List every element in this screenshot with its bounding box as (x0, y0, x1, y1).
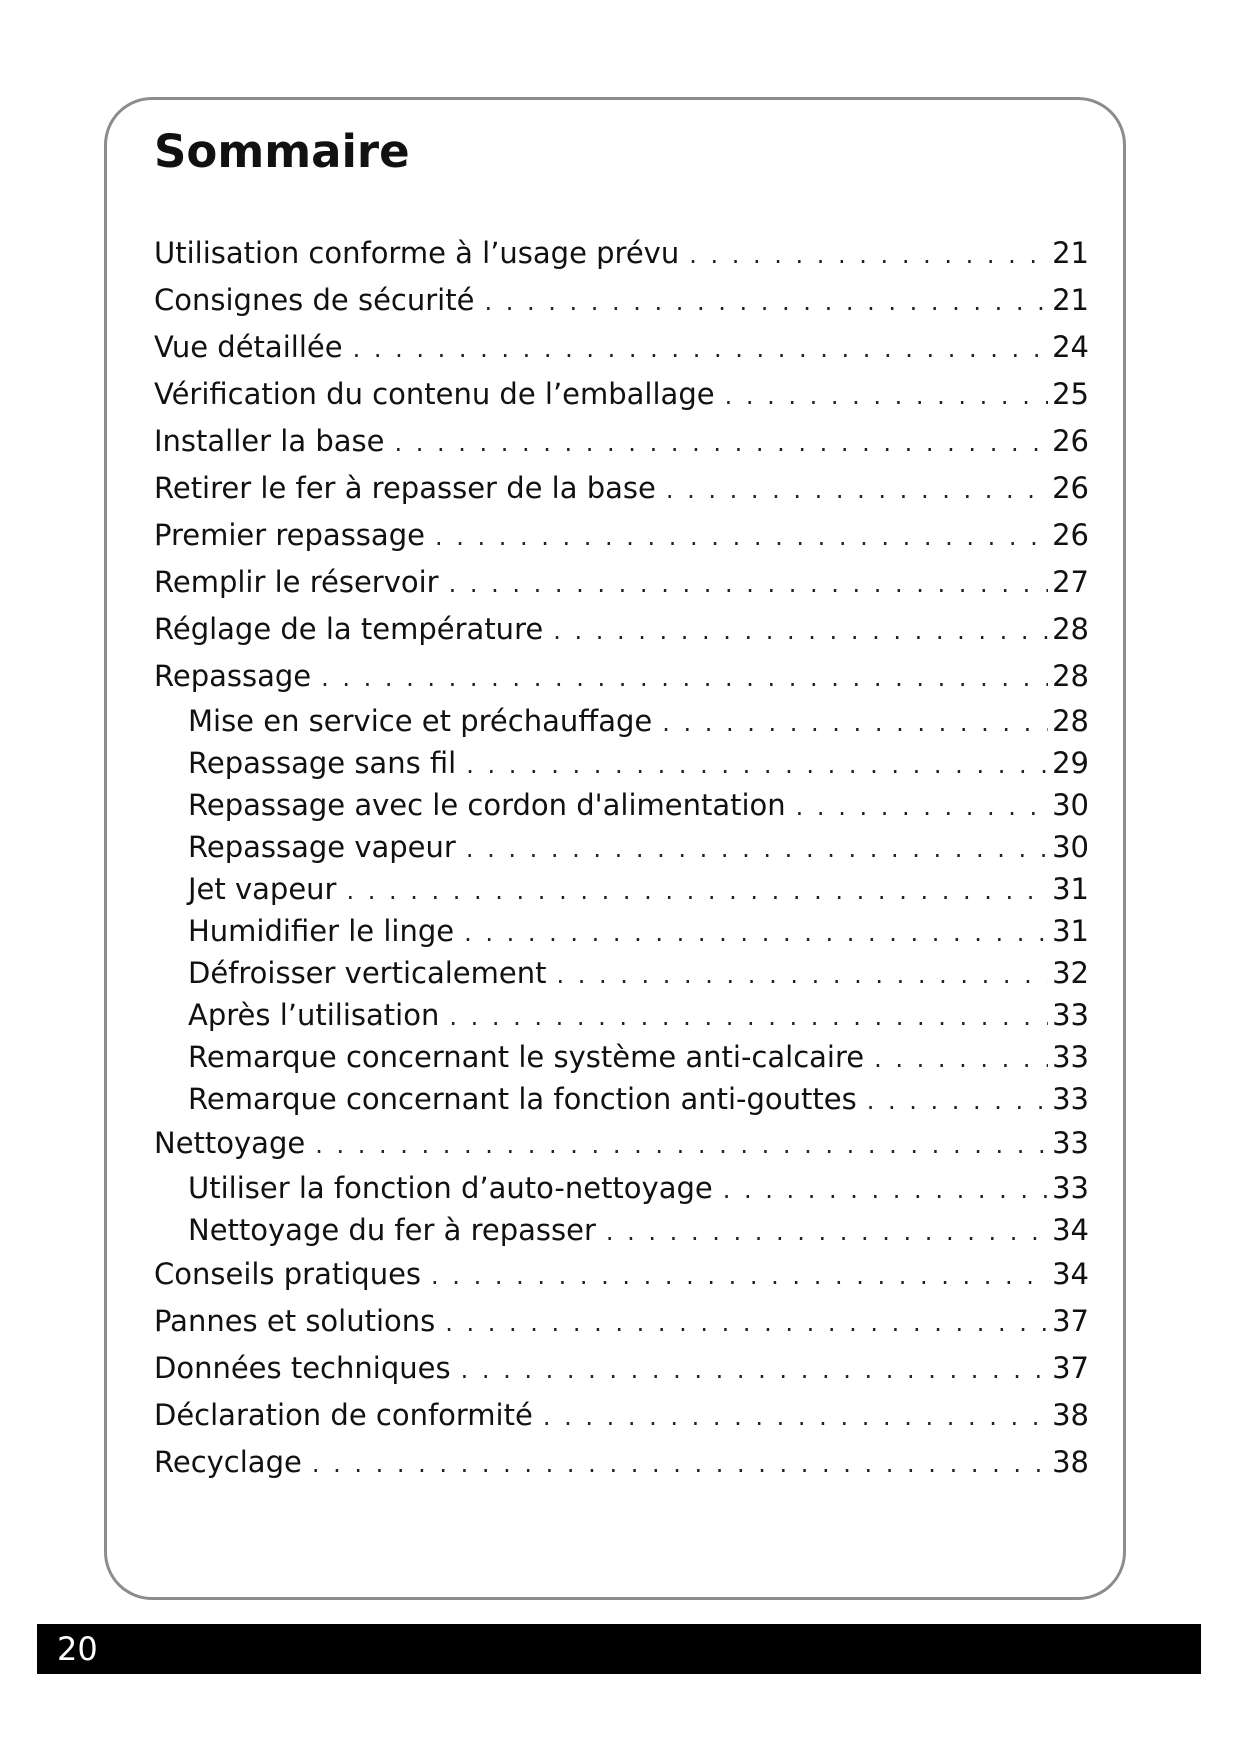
dot-leader (394, 420, 1048, 467)
toc-entry-label: Nettoyage (154, 1126, 306, 1160)
toc-subentry[interactable] (154, 910, 1089, 952)
toc-entry-label: Après l’utilisation (188, 998, 440, 1032)
toc-entry-label: Retirer le fer à repasser de la base (154, 471, 656, 505)
dot-leader (449, 561, 1048, 608)
toc-entry-page: 34 (1052, 1257, 1089, 1291)
dot-leader (449, 996, 1048, 1038)
toc-subentry[interactable] (154, 1078, 1089, 1120)
toc-entry-page: 28 (1052, 612, 1089, 646)
toc-entry-page: 25 (1052, 377, 1089, 411)
toc-entry-page: 34 (1052, 1213, 1089, 1247)
toc-entry-label: Conseils pratiques (154, 1257, 422, 1291)
toc-entry[interactable] (154, 277, 1089, 324)
toc-entry-page: 33 (1052, 1171, 1089, 1205)
toc-entry[interactable] (154, 230, 1089, 277)
toc-entry-page: 31 (1052, 872, 1089, 906)
toc-entry-page: 33 (1052, 1040, 1089, 1074)
toc-entry[interactable] (154, 1120, 1089, 1167)
dot-leader (466, 744, 1048, 786)
dot-leader (666, 467, 1048, 514)
toc-entry-label: Humidifier le linge (188, 914, 455, 948)
toc-subentry[interactable] (154, 1209, 1089, 1251)
toc-entry-page: 38 (1052, 1445, 1089, 1479)
toc-entry[interactable] (154, 465, 1089, 512)
toc-subentry[interactable] (154, 952, 1089, 994)
toc-entry-label: Remarque concernant le système anti-calcaire (188, 1040, 865, 1074)
toc-entry-label: Installer la base (154, 424, 385, 458)
toc-entry-page: 28 (1052, 704, 1089, 738)
toc-entry-page: 26 (1052, 424, 1089, 458)
toc-entry-label: Repassage vapeur (188, 830, 456, 864)
toc-entry-page: 37 (1052, 1351, 1089, 1385)
toc-entry-page: 33 (1052, 1126, 1089, 1160)
dot-leader (435, 514, 1048, 561)
toc-entry-page: 31 (1052, 914, 1089, 948)
toc-entry[interactable] (154, 324, 1089, 371)
toc-entry-page: 37 (1052, 1304, 1089, 1338)
dot-leader (796, 786, 1048, 828)
toc-subentry[interactable] (154, 1167, 1089, 1209)
toc-entry-label: Repassage sans fil (188, 746, 457, 780)
footer-bar (37, 1624, 1201, 1674)
toc-entry-page: 29 (1052, 746, 1089, 780)
toc-entry-label: Remarque concernant la fonction anti-gouttes (188, 1082, 857, 1116)
dot-leader (431, 1253, 1048, 1300)
toc-entry-label: Consignes de sécurité (154, 283, 475, 317)
dot-leader (464, 912, 1048, 954)
table-of-contents (154, 230, 1089, 1486)
toc-entry-label: Données techniques (154, 1351, 451, 1385)
toc-entry[interactable] (154, 606, 1089, 653)
dot-leader (321, 655, 1048, 702)
toc-entry-label: Vue détaillée (154, 330, 343, 364)
toc-entry-label: Utiliser la fonction d’auto-nettoyage (188, 1171, 713, 1205)
toc-entry-label: Repassage avec le cordon d'alimentation (188, 788, 786, 822)
dot-leader (662, 702, 1048, 744)
toc-entry-label: Premier repassage (154, 518, 425, 552)
toc-entry-label: Réglage de la température (154, 612, 544, 646)
toc-entry[interactable] (154, 418, 1089, 465)
toc-entry-label: Remplir le réservoir (154, 565, 439, 599)
dot-leader (315, 1122, 1048, 1169)
toc-entry-page: 28 (1052, 659, 1089, 693)
toc-entry-label: Nettoyage du fer à repasser (188, 1213, 596, 1247)
toc-entry-label: Défroisser verticalement (188, 956, 547, 990)
dot-leader (553, 608, 1048, 655)
toc-subentry[interactable] (154, 868, 1089, 910)
toc-entry[interactable] (154, 1298, 1089, 1345)
toc-entry-label: Jet vapeur (188, 872, 337, 906)
toc-subentry[interactable] (154, 994, 1089, 1036)
page-title: Sommaire (154, 125, 410, 178)
dot-leader (723, 1169, 1048, 1211)
toc-entry-page: 26 (1052, 471, 1089, 505)
toc-subentry[interactable] (154, 1036, 1089, 1078)
toc-entry-label: Pannes et solutions (154, 1304, 436, 1338)
toc-subentry[interactable] (154, 784, 1089, 826)
dot-leader (461, 1347, 1049, 1394)
toc-entry[interactable] (154, 1345, 1089, 1392)
dot-leader (346, 870, 1048, 912)
toc-entry-page: 27 (1052, 565, 1089, 599)
dot-leader (543, 1394, 1048, 1441)
toc-subentry[interactable] (154, 700, 1089, 742)
dot-leader (312, 1441, 1048, 1488)
toc-entry-label: Vérification du contenu de l’emballage (154, 377, 715, 411)
toc-entry[interactable] (154, 1251, 1089, 1298)
toc-entry-page: 24 (1052, 330, 1089, 364)
toc-entry[interactable] (154, 1392, 1089, 1439)
toc-entry-page: 21 (1052, 283, 1089, 317)
toc-entry-label: Déclaration de conformité (154, 1398, 533, 1432)
dot-leader (689, 232, 1048, 279)
toc-entry-label: Recyclage (154, 1445, 302, 1479)
dot-leader (556, 954, 1048, 996)
toc-entry[interactable] (154, 371, 1089, 418)
toc-subentry[interactable] (154, 826, 1089, 868)
toc-entry-page: 30 (1052, 788, 1089, 822)
dot-leader (484, 279, 1048, 326)
dot-leader (606, 1211, 1048, 1253)
toc-entry-page: 26 (1052, 518, 1089, 552)
toc-entry-page: 33 (1052, 998, 1089, 1032)
toc-entry[interactable] (154, 1439, 1089, 1486)
toc-entry-page: 33 (1052, 1082, 1089, 1116)
toc-entry-page: 32 (1052, 956, 1089, 990)
toc-entry[interactable] (154, 559, 1089, 606)
toc-entry-page: 38 (1052, 1398, 1089, 1432)
dot-leader (445, 1300, 1048, 1347)
toc-entry[interactable] (154, 512, 1089, 559)
dot-leader (725, 373, 1049, 420)
dot-leader (466, 828, 1048, 870)
toc-subentry[interactable] (154, 742, 1089, 784)
toc-entry-label: Mise en service et préchauffage (188, 704, 653, 738)
toc-entry[interactable] (154, 653, 1089, 700)
toc-entry-page: 21 (1052, 236, 1089, 270)
toc-entry-label: Repassage (154, 659, 312, 693)
toc-entry-label: Utilisation conforme à l’usage prévu (154, 236, 680, 270)
dot-leader (353, 326, 1049, 373)
page-number: 20 (57, 1630, 98, 1668)
dot-leader (874, 1038, 1048, 1080)
toc-entry-page: 30 (1052, 830, 1089, 864)
dot-leader (867, 1080, 1048, 1122)
